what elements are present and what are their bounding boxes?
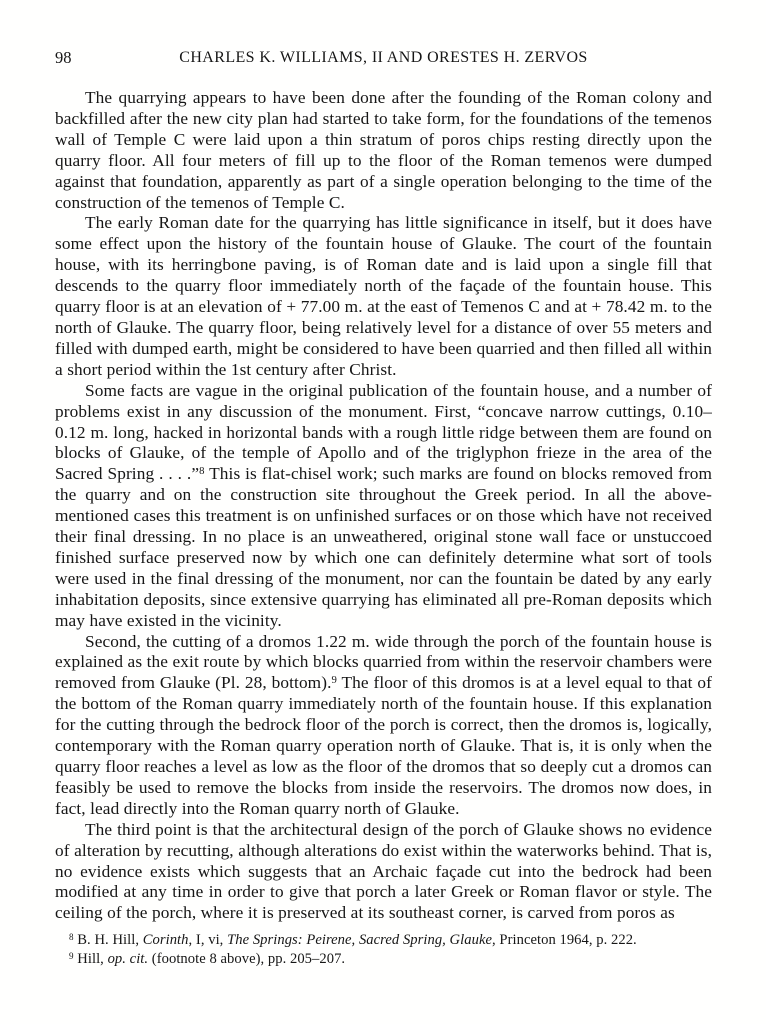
footnote-ref: 8 [69,932,74,943]
italic-text: Corinth [142,932,189,949]
text-run: The early Roman date for the quarrying has little significance in itself, but it does have some effect upon the history of the fountain house of Glauke. The court of the fountain house, with its herringbone paving, is of Roman date and is laid upon a single fill that descends to the quarry floor immediately north of the façade of the fountain house. This quarry floor is at an elevation of + 77.00 m. at the east of Temenos C and at + 78.42 m. to the north of Glauke. The quarry floor, being relatively level for a distance of over 55 meters and filled with dumped earth, might be considered to have been quarried and then filled all within a short period within the 1st century after Christ. [55,213,712,379]
footnote [55,931,712,950]
footnote [55,950,712,969]
text-run: (footnote 8 above), pp. 205–207. [148,951,346,968]
footnote-ref: 8 [199,465,205,478]
footnotes [55,931,712,969]
text-run: The quarrying appears to have been done after the founding of the Roman colony and backfilled after the new city plan had started to take form, for the foundations of the temenos wall of Temple C were laid upon a thin stratum of poros chips resting directly upon the quarry floor. All four meters of fill up to the floor of the Roman temenos were dumped against that foundation, apparently as part of a single operation belonging to the time of the construction of the temenos of Temple C. [55,88,712,212]
paragraph [55,632,712,820]
text-run: Hill, [73,951,108,968]
page-number: 98 [55,48,72,67]
text-run: This is flat-chisel work; such marks are found on blocks removed from the quarry and on the construction site throughout the Greek period. In all the above-mentioned cases this treatment is on unfinished surfaces or on those which have not received their final dressing. In no place is an unweathered, original stone wall face or unstuccoed finished surface preserved now by which one can definitely determine what sort of tools were used in the final dressing of the monument, nor can the fountain be dated by any early inhabitation deposits, since extensive quarrying has eliminated all pre-Roman deposits which may have existed in the vicinity. [55,464,712,630]
text-run: , Princeton 1964, p. 222. [492,932,637,949]
running-head-title: CHARLES K. WILLIAMS, II AND ORESTES H. ZERVOS [179,49,588,66]
italic-text: The Springs: Peirene, Sacred Spring, Glauke [227,932,493,949]
text-run: The floor of this dromos is at a level equal to that of the bottom of the Roman quarry immediately north of the fountain house. If this explanation for the cutting through the bedrock floor of the porch is correct, then the dromos is, logically, contemporary with the Roman quarry operation north of Glauke. That is, it is only when the quarry floor reaches a level as low as the floor of the dromos that so deeply cut a dromos can feasibly be used to remove the blocks from inside the reservoirs. The dromos now does, in fact, lead directly into the Roman quarry north of Glauke. [55,673,712,818]
italic-text: op. cit. [107,951,149,968]
text-run: , I, vi, [188,932,228,949]
paragraph [55,213,712,380]
running-header [55,49,712,67]
text-run: B. H. Hill, [73,932,143,949]
paragraph [55,820,712,925]
paragraph [55,381,712,632]
footnote-ref: 9 [69,951,74,962]
text-run: Second, the cutting of a dromos 1.22 m. wide through the porch of the fountain house is explained as the exit route by which blocks quarried from within the reservoir chambers were removed from Glauke (Pl. 28, bottom). [55,631,712,693]
paragraph [55,88,712,213]
article-body [55,88,712,924]
footnote-ref: 9 [331,674,337,687]
text-run: Some facts are vague in the original publication of the fountain house, and a number of problems exist in any discussion of the monument. First, “concave narrow cuttings, 0.10–0.12 m. long, hacked in horizontal bands with a rough little ridge between them are found on blocks of Glauke, of the temple of Apollo and of the triglyphon frieze in the area of the Sacred Spring . . . .” [55,380,712,484]
text-run: The third point is that the architectural design of the porch of Glauke shows no evidence of alteration by recutting, although alterations do exist within the waterworks behind. That is, no evidence exists which suggests that an Archaic façade cut into the bedrock had been modified at any time in order to give that porch a later Greek or Roman flavor or style. The ceiling of the porch, where it is preserved at its southeast corner, is carved from poros as [55,819,712,923]
